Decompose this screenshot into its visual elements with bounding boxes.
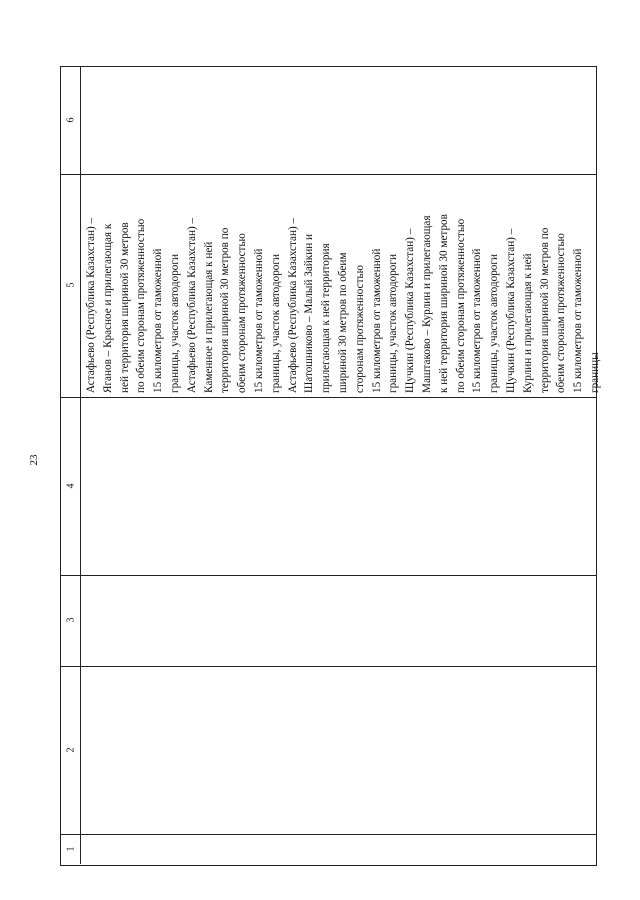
column5-line: Шатошниково – Малый Зайкин и [303, 234, 316, 393]
column5-line: по обеим сторонам протяженностью [454, 218, 467, 393]
column-divider-5-6 [61, 174, 596, 175]
column5-line: по обеим сторонам протяженностью [135, 218, 148, 393]
column5-line: 15 километров от таможенной [471, 248, 484, 393]
column5-line: границы [588, 352, 601, 393]
column5-line: Астафьево (Республика Казахстан) – [286, 217, 299, 393]
column5-line: Яганов – Красное и прилегающая к [101, 223, 114, 393]
column5-line: 15 километров от таможенной [152, 248, 165, 393]
page-number: 23 [28, 454, 40, 466]
column5-line: обеим сторонам протяженностью [555, 233, 568, 393]
column-header-6: 6 [65, 117, 77, 123]
column5-line: сторонам протяженностью [353, 265, 366, 393]
column5-cell [83, 214, 604, 393]
column5-line: границы, участок автодороги [269, 254, 282, 393]
column5-line: территория шириной 30 метров по [219, 227, 232, 393]
column5-line: границы, участок автодороги [387, 254, 400, 393]
column-divider-1-2 [61, 834, 596, 835]
column5-line: Курлин и прилегающая к ней [521, 253, 534, 393]
column5-line: прилегающая к ней территория [320, 243, 333, 393]
column5-line: 15 километров от таможенной [252, 248, 265, 393]
column-divider-3-4 [61, 575, 596, 576]
header-divider [80, 67, 81, 864]
column5-line: Астафьево (Республика Казахстан) – [85, 217, 97, 393]
column5-text [83, 214, 604, 393]
column5-line: 15 километров от таможенной [572, 248, 585, 393]
column5-line: 15 километров от таможенной [370, 248, 383, 393]
column-divider-4-5 [61, 397, 596, 398]
column5-line: ней территория шириной 30 метров [118, 222, 131, 393]
column-header-5: 5 [65, 282, 77, 288]
column5-line: Щучкин (Республика Казахстан) – [404, 228, 417, 393]
column5-line: территория шириной 30 метров по [538, 227, 551, 393]
column-header-2: 2 [65, 747, 77, 753]
column5-line: шириной 30 метров по обеим [336, 252, 349, 393]
column5-line: Астафьево (Республика Казахстан) – [185, 217, 198, 393]
column5-line: обеим сторонам протяженностью [236, 233, 249, 393]
column-divider-2-3 [61, 666, 596, 667]
column-header-3: 3 [65, 617, 77, 623]
column-header-4: 4 [65, 483, 77, 489]
column5-line: Каменное и прилегающая к ней [202, 241, 215, 393]
column5-line: Маштаково – Курлин и прилегающая [420, 215, 433, 393]
column5-line: границы, участок автодороги [168, 254, 181, 393]
column-header-1: 1 [65, 846, 77, 852]
column5-line: к ней территория шириной 30 метров [437, 214, 450, 393]
column5-line: границы, участок автодороги [488, 254, 501, 393]
document-table [60, 66, 601, 866]
column5-line: Щучкин (Республика Казахстан) – [504, 228, 517, 393]
